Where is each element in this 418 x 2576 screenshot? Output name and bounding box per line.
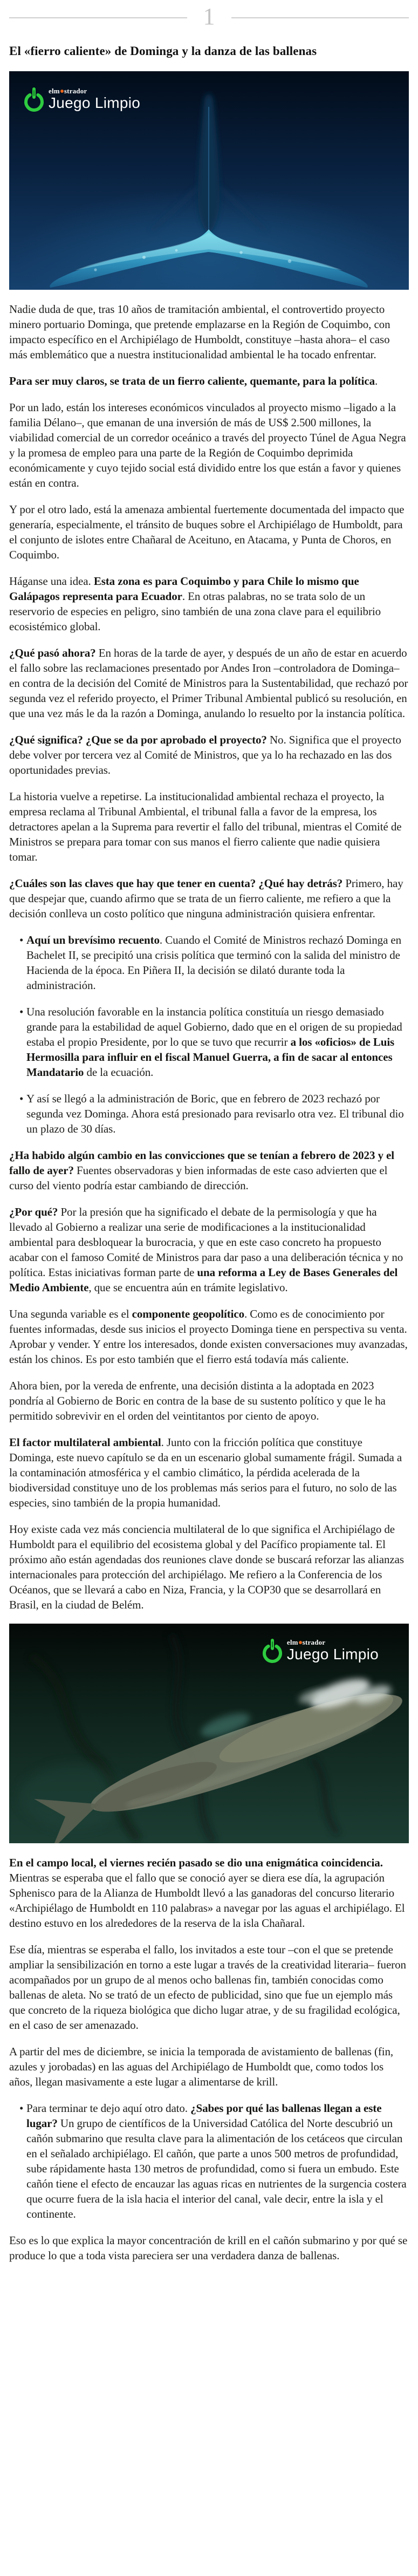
bullet-item bbox=[9, 1091, 409, 1136]
paragraph bbox=[9, 400, 409, 490]
bold-text-run: Aquí un brevísimo recuento bbox=[26, 933, 160, 946]
bullet-item bbox=[9, 1004, 409, 1080]
bold-text-run: a los «oficios» de Luis Hermosilla para influir en el fiscal Manuel Guerra, a fin de sacar al entonces Mandatario bbox=[26, 1035, 395, 1079]
paragraph bbox=[9, 732, 409, 778]
bold-text-run: El factor multilateral ambiental bbox=[9, 1435, 161, 1449]
text-run: Para terminar te dejo aquí otro dato. bbox=[26, 2101, 191, 2115]
paragraph bbox=[9, 876, 409, 921]
juego-limpio-logo bbox=[262, 1639, 379, 1664]
text-run: La historia vuelve a repetirse. La institucionalidad ambiental rechaza el proyecto, la empresa reclama al Tribunal Ambiental, el tribunal falla a favor de la empresa, los detractores apelan a la Suprema para revertir el fallo del tribunal, mientras el Comité de Ministros se prepara para tomar con sus manos el fierro caliente que nadie quisiera tomar. bbox=[9, 789, 402, 863]
bullet-text bbox=[26, 1091, 409, 1136]
brand-text bbox=[49, 87, 140, 111]
paragraph bbox=[9, 1855, 409, 1931]
power-button-icon bbox=[262, 1639, 283, 1664]
divider-line-right bbox=[231, 17, 409, 18]
bold-text-run: En el campo local, el viernes recién pasado se dio una enigmática coincidencia. bbox=[9, 1856, 383, 1869]
text-run: Primero, hay que despejar que, cuando afirmo que se trata de un fierro caliente, me refiero a que la decisión conlleva un costo político que ninguna administración quisiera enfrentar. bbox=[9, 876, 403, 920]
bullet-item bbox=[9, 932, 409, 993]
hero-image-whale-tail bbox=[9, 71, 409, 290]
program-name: Juego Limpio bbox=[286, 1645, 379, 1662]
text-run: Háganse una idea. bbox=[9, 574, 94, 588]
masthead-orange-dot bbox=[299, 1641, 302, 1644]
text-run: . Junto con la fricción política que constituye Dominga, este nuevo capítulo se da en un escenario global sumamente frágil. Sumada a la contaminación atmosférica y el cambio climático, la pérdida acelerada de la biodiversidad constituye uno de los problemas más serios para el futuro, no solo de las especies, sino también de la propia humanidad. bbox=[9, 1435, 402, 1509]
text-run: En horas de la tarde de ayer, y después de un año de estar en acuerdo el fallo sobre las reclamaciones presentado por Andes Iron –controladora de Dominga– en contra de la decisión del Comité de Ministros para la Sustentabilidad, que rechazó por segunda vez el referido proyecto, el Primer Tribunal Ambiental publicó su resolución, en que una vez más le da la razón a Dominga, anulando lo resuelto por la instancia política. bbox=[9, 646, 408, 720]
bold-text-run: ¿Cuáles son las claves que hay que tener en cuenta? ¿Qué hay detrás? bbox=[9, 876, 343, 890]
paragraph bbox=[9, 1435, 409, 1510]
bold-text-run: componente geopolítico bbox=[132, 1307, 244, 1320]
text-run: Mientras se esperaba que el fallo que se conoció ayer se diera ese día, la agrupación Sphenisco para de la Alianza de Humboldt llevó a las ganadoras del concurso literario «Archipiélago de Humboldt en 110 palabras» a navegar por las aguas el archipiélago. El destino estuvo en los alrededores de la reserva de la isla Chañaral. bbox=[9, 1871, 405, 1930]
bullet-marker: • bbox=[19, 2101, 24, 2115]
brand-text bbox=[287, 1639, 379, 1662]
text-run: Nadie duda de que, tras 10 años de tramitación ambiental, el controvertido proyecto minero portuario Dominga, que pretende emplazarse en la Región de Coquimbo, con impacto específico en el Archipiélago de Humboldt, constituye –hasta ahora– el caso más emblemático que a nuestra institucionalidad ambiental le ha tocado enfrentar. bbox=[9, 302, 390, 361]
text-run: Una resolución favorable en la instancia política constituía un riesgo demasiado grande para la estabilidad de aquel Gobierno, dado que en el origen de su propiedad estaba el propio Presidente, por lo que se tuvo que recurrir bbox=[26, 1005, 402, 1048]
text-run: Y por el otro lado, está la amenaza ambiental fuertemente documentada del impacto que generaría, especialmente, el tránsito de buques sobre el Archipiélago de Humboldt, para el conjunto de islotes entre Chañaral de Aceituno, en Atacama, y Punta de Choros, en Coquimbo. bbox=[9, 502, 405, 561]
paragraph bbox=[9, 373, 409, 389]
power-button-icon bbox=[23, 87, 45, 112]
juego-limpio-logo bbox=[23, 87, 140, 112]
paragraph bbox=[9, 302, 409, 362]
paragraph bbox=[9, 502, 409, 562]
paragraph bbox=[9, 2233, 409, 2263]
text-run: Por la presión que ha significado el debate de la permisología y que ha llevado al Gobierno a realizar una serie de modificaciones a la institucionalidad ambiental para desbloquear la burocracia, y que en este caso concreto ha propuesto acabar con el famoso Comité de Ministros para dar paso a una deliberación técnica y no política. Estas iniciativas forman parte de bbox=[9, 1205, 403, 1279]
masthead-orange-dot bbox=[60, 90, 64, 93]
bold-text-run: ¿Qué significa? ¿Que se da por aprobado el proyecto? bbox=[9, 733, 267, 746]
chapter-divider bbox=[9, 0, 409, 36]
paragraph bbox=[9, 1942, 409, 2033]
paragraph bbox=[9, 2044, 409, 2089]
text-run: . bbox=[375, 374, 378, 387]
text-run: No. Significa que el proyecto debe volver por tercera vez al Comité de Ministros, que ya lo ha rechazado en las dos oportunidades previas. bbox=[9, 733, 401, 776]
text-run: A partir del mes de diciembre, se inicia la temporada de avistamiento de ballenas (fin, azules y jorobadas) en las aguas del Archipiélago de Humboldt que, como todos los años, llegan masivamente a este lugar a alimentarse de krill. bbox=[9, 2045, 394, 2088]
text-run: . En otras palabras, no se trata solo de un reservorio de especies en peligro, sino también de una zona clave para el equilibrio ecosistémico global. bbox=[9, 589, 381, 633]
chapter-number: 1 bbox=[203, 3, 215, 30]
article-title: El «fierro caliente» de Dominga y la danza de las ballenas bbox=[9, 44, 317, 58]
paragraph bbox=[9, 1306, 409, 1367]
bold-text-run: ¿Qué pasó ahora? bbox=[9, 646, 96, 659]
paragraph bbox=[9, 645, 409, 721]
paragraph bbox=[9, 1522, 409, 1612]
text-run: Un grupo de científicos de la Universidad Católica del Norte descubrió un cañón submarino que resulta clave para la alimentación de los cetáceos que circulan en el señalado archipiélago. El cañón, que parte a unos 500 metros de profundidad, sube rápidamente hasta 130 metros de profundidad, como si fuera un embudo. Este cañón tiene el efecto de encauzar las aguas ricas en nutrientes de la surgencia costera que ocurre fuera de la isla hacia el interior del canal, vale decir, entre la isla y el continente. bbox=[26, 2116, 407, 2220]
paragraph bbox=[9, 1378, 409, 1423]
text-run: de la ecuación. bbox=[84, 1065, 154, 1079]
article-body-bottom bbox=[9, 1855, 409, 2263]
text-run: Una segunda variable es el bbox=[9, 1307, 132, 1320]
text-run: , que se encuentra aún en trámite legislativo. bbox=[88, 1280, 288, 1294]
paragraph bbox=[9, 789, 409, 864]
masthead-elmostrador: elm strador bbox=[49, 86, 87, 95]
program-name: Juego Limpio bbox=[49, 94, 141, 111]
masthead-elmostrador: elm strador bbox=[286, 1638, 326, 1646]
bold-text-run: Esta zona es para Coquimbo y para Chile lo mismo que Galápagos representa para Ecuador bbox=[9, 574, 359, 603]
bullet-item bbox=[9, 2101, 409, 2221]
article-body-top bbox=[9, 302, 409, 1612]
bullet-text bbox=[26, 1004, 409, 1080]
bold-text-run: ¿Por qué? bbox=[9, 1205, 58, 1218]
paragraph bbox=[9, 1204, 409, 1295]
text-run: Ese día, mientras se esperaba el fallo, los invitados a este tour –con el que se pretende ampliar la sensibilización en torno a este lugar a través de la creatividad literaria– fueron acompañados por un grupo de al menos ocho ballenas fin, también conocidas como ballenas de aleta. No se trató de un efecto de publicidad, sino que fue un ejemplo más que concreto de la riqueza biológica que dicho lugar atrae, y de su fragilidad ecológica, en el caso de ser amenazado. bbox=[9, 1943, 406, 2032]
text-run: . Cuando el Comité de Ministros rechazó Dominga en Bachelet II, se precipitó una crisis política que terminó con la salida del ministro de Hacienda de la época. En Piñera II, la decisión se dilató durante toda la administración. bbox=[26, 933, 402, 992]
bullet-text bbox=[26, 2101, 409, 2221]
bold-text-run: ¿Ha habido algún cambio en las convicciones que se tenían a febrero de 2023 y el fallo de ayer? bbox=[9, 1148, 394, 1177]
bold-text-run: ¿Sabes por qué las ballenas llegan a este lugar? bbox=[26, 2101, 382, 2130]
paragraph bbox=[9, 1148, 409, 1193]
divider-line-left bbox=[9, 17, 187, 18]
text-run: Ahora bien, por la vereda de enfrente, una decisión distinta a la adoptada en 2023 pondría al Gobierno de Boric en contra de la base de su sustento político y que le ha permitido sobrevivir en el orden del veintitantos por ciento de apoyo. bbox=[9, 1379, 386, 1422]
bullet-marker: • bbox=[19, 1005, 24, 1018]
text-run: . Como es de conocimiento por fuentes informadas, desde sus inicios el proyecto Dominga tiene en perspectiva su venta. Aprobar y vender. Y entre los interesados, donde existen conversaciones muy avanzadas, están los chinos. Es por esto también que el fierro está todavía más caliente. bbox=[9, 1307, 408, 1366]
text-run: Y así se llegó a la administración de Boric, que en febrero de 2023 rechazó por segunda vez Dominga. Ahora está presionado para revisarlo otra vez. El tribunal dio un plazo de 30 días. bbox=[26, 1092, 404, 1135]
bullet-marker: • bbox=[19, 1092, 24, 1105]
bullet-marker: • bbox=[19, 933, 24, 946]
text-run: Eso es lo que explica la mayor concentración de krill en el cañón submarino y por qué se produce lo que a toda vista pareciera ser una verdadera danza de ballenas. bbox=[9, 2233, 408, 2262]
bold-text-run: Para ser muy claros, se trata de un fierro caliente, quemante, para la política bbox=[9, 374, 375, 387]
text-run: Por un lado, están los intereses económicos vinculados al proyecto mismo –ligado a la familia Délano–, que emanan de una inversión de más de US$ 2.500 millones, la viabilidad comercial de un corredor oceánico a través del proyecto Túnel de Agua Negra y la promesa de empleo para una parte de la Región de Coquimbo deprimida económicamente y cuyo tejido social está dividido entre los que están a favor y quienes están en contra. bbox=[9, 400, 406, 489]
text-run: Hoy existe cada vez más conciencia multilateral de lo que significa el Archipiélago de Humboldt para el equilibrio del ecosistema global y del Pacífico propiamente tal. El próximo año están agendadas dos reuniones clave donde se buscará reforzar las alianzas internacionales para protección del archipiélago. Me refiero a la Conferencia de los Océanos, que se llevará a cabo en Niza, Francia, y la COP30 que se desarrollará en Brasil, en la ciudad de Belém. bbox=[9, 1522, 404, 1611]
text-run: Fuentes observadoras y bien informadas de este caso advierten que el curso del viento podría estar cambiando de dirección. bbox=[9, 1163, 388, 1192]
paragraph bbox=[9, 574, 409, 634]
bold-text-run: una reforma a Ley de Bases Generales del Medio Ambiente bbox=[9, 1265, 398, 1294]
bullet-text bbox=[26, 932, 409, 993]
hero-image-fin-whale-aerial bbox=[9, 1624, 409, 1843]
